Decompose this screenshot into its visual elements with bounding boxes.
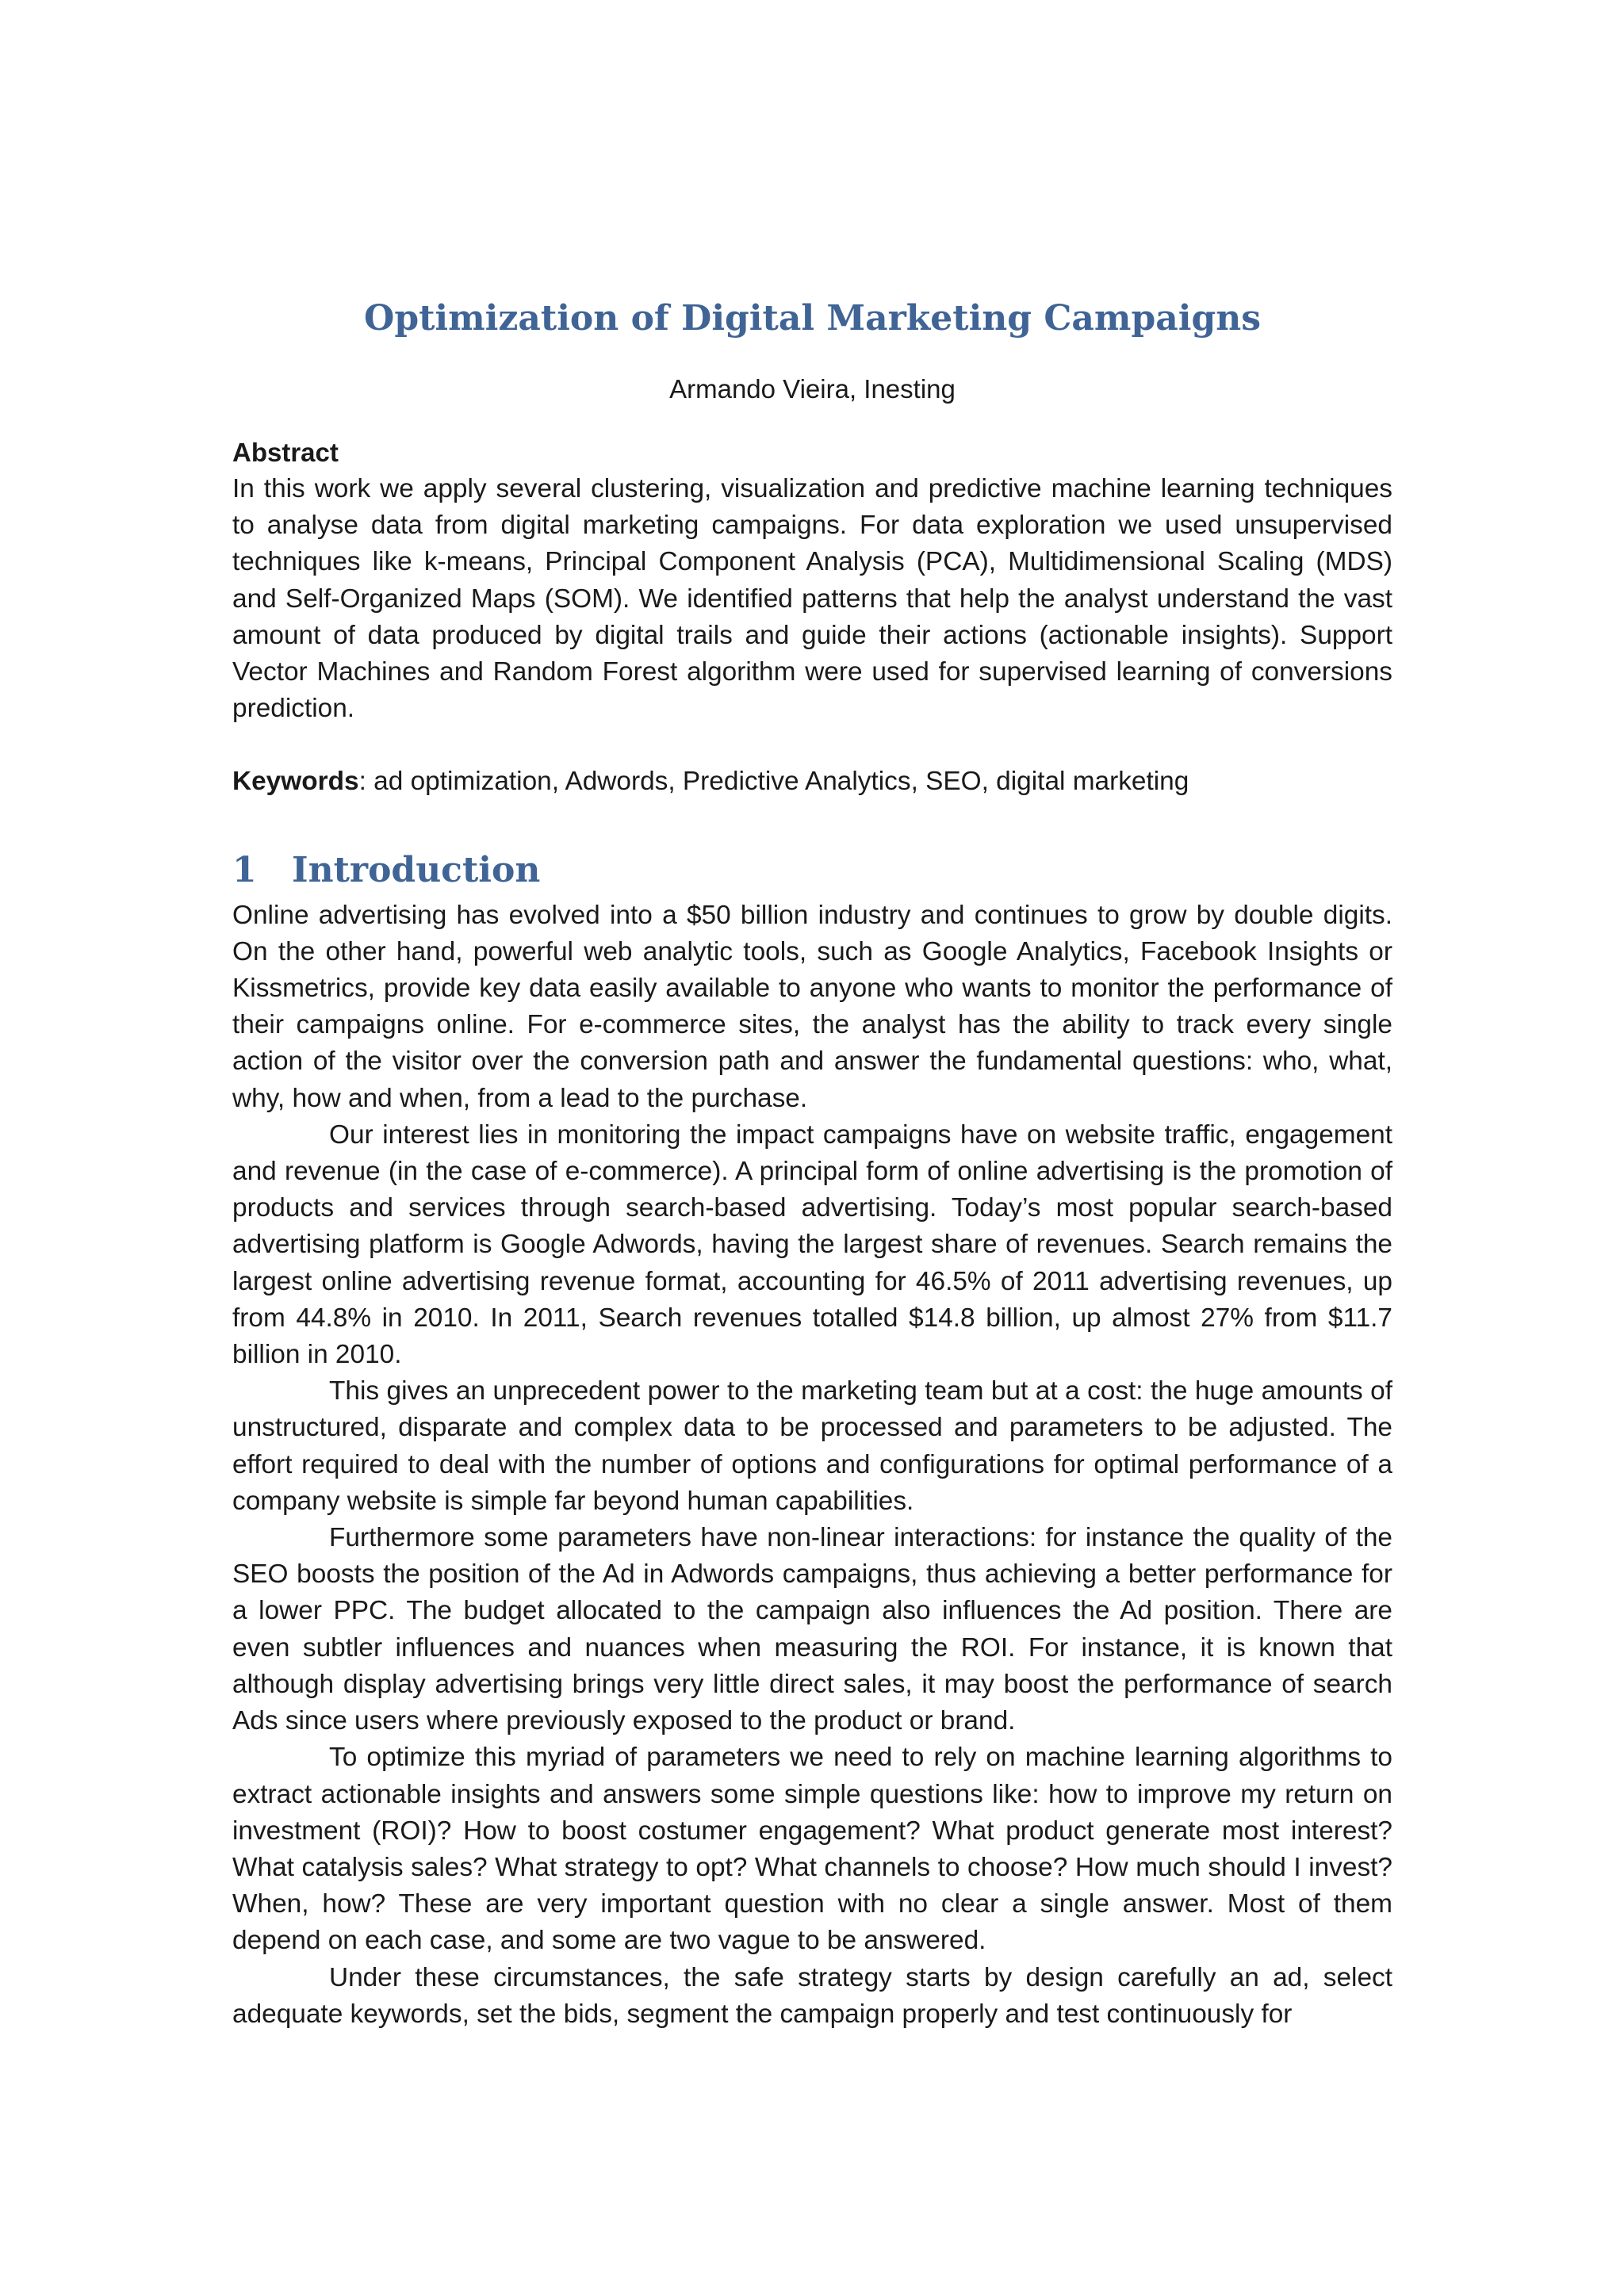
intro-paragraph: Furthermore some parameters have non-linear interactions: for instance the quality of the SEO boosts the position of the Ad in Adwords campaigns, thus achieving a better performance for a lower PPC. The budget allocated to the campaign also influences the Ad position. There are even subtler influences and nuances when measuring the ROI. For instance, it is known that although display advertising brings very little direct sales, it may boost the performance of search Ads since users where previously exposed to the product or brand. [232,1523,1392,1736]
intro-paragraph: Online advertising has evolved into a $50 billion industry and continues to grow by double digits. On the other hand, powerful web analytic tools, such as Google Analytics, Facebook Insights or Kissmetrics, provide key data easily available to anyone who wants to monitor the performance of their campaigns online. For e-commerce sites, the analyst has the ability to track every single action of the visitor over the conversion path and answer the fundamental questions: who, what, why, how and when, from a lead to the purchase. [232,900,1392,1113]
section-title: Introduction [292,849,541,890]
paper-content [232,293,1392,2033]
intro-paragraph: This gives an unprecedent power to the marketing team but at a cost: the huge amounts of unstructured, disparate and complex data to be processed and parameters to be adjusted. The effort required to deal with the number of options and configurations for optimal performance of a company website is simple far beyond human capabilities. [232,1376,1392,1516]
keywords-line [232,763,1392,800]
section-number: 1 [232,849,257,890]
section-heading-introduction [232,848,1392,893]
keywords-text: : ad optimization, Adwords, Predictive Analytics, SEO, digital marketing [358,767,1189,797]
intro-paragraph: Our interest lies in monitoring the impact campaigns have on website traffic, engagement and revenue (in the case of e-commerce). A principal form of online advertising is the promotion of products and services through search-based advertising. Today’s most popular search-based advertising platform is Google Adwords, having the largest share of revenues. Search remains the largest online advertising revenue format, accounting for 46.5% of 2011 advertising revenues, up from 44.8% in 2010. In 2011, Search revenues totalled $14.8 billion, up almost 27% from $11.7 billion in 2010. [232,1119,1392,1370]
keywords-label: Keywords [232,767,359,797]
intro-paragraph: Under these circumstances, the safe strategy starts by design carefully an ad, select adequate keywords, set the bids, segment the campaign properly and test continuously for [232,1962,1392,2029]
abstract-text: In this work we apply several clustering, visualization and predictive machine learning techniques to analyse data from digital marketing campaigns. For data exploration we used unsupervised techniques like k-means, Principal Component Analysis (PCA), Multidimensional Scaling (MDS) and Self-Organized Maps (SOM). We identified patterns that help the analyst understand the vast amount of data produced by digital trails and guide their actions (actionable insights). Support Vector Machines and Random Forest algorithm were used for supervised learning of conversions prediction. [232,474,1392,724]
author-line: Armando Vieira, Inesting [669,374,956,404]
abstract-heading: Abstract [232,438,339,467]
paper-title: Optimization of Digital Marketing Campaigns [363,298,1261,339]
intro-paragraph: To optimize this myriad of parameters we need to rely on machine learning algorithms to extract actionable insights and answers some simple questions like: how to improve my return on investment (ROI)? How to boost costumer engagement? What product generate most interest? What catalysis sales? What strategy to opt? What channels to choose? How much should I invest? When, how? These are very important question with no clear a single answer. Most of them depend on each case, and some are two vague to be answered. [232,1743,1392,1956]
